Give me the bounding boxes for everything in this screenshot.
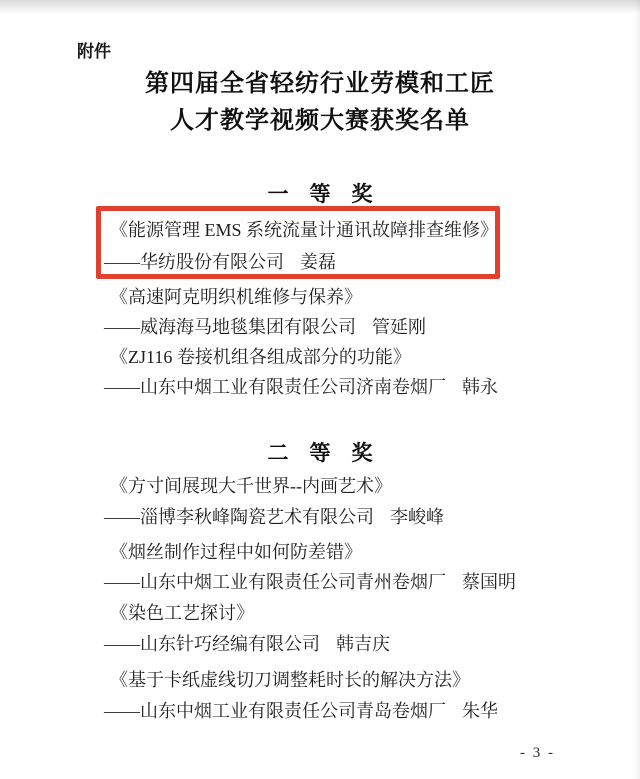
section-heading-second-prize: 二 等 奖 xyxy=(267,442,373,465)
scan-edge-shadow-top xyxy=(0,0,640,14)
entry-awardee: 蔡国明 xyxy=(462,572,516,592)
entry-org: ——山东中烟工业有限责任公司青岛卷烟厂 xyxy=(104,701,446,721)
entry-title: 《方寸间展现大千世界--内画艺术》 xyxy=(110,476,392,496)
entry-org-line xyxy=(104,376,498,398)
document-title-line2: 人才教学视频大赛获奖名单 xyxy=(170,107,470,134)
attachment-label: 附件 xyxy=(77,42,111,61)
entry-title: 《基于卡纸虚线切刀调整耗时长的解决方法》 xyxy=(110,670,470,690)
entry-org-line xyxy=(104,506,444,528)
document-title-line1: 第四届全省轻纺行业劳模和工匠 xyxy=(145,70,495,97)
entry-title: 《能源管理 EMS 系统流量计通讯故障排查维修》 xyxy=(110,220,499,240)
entry-awardee: 管延刚 xyxy=(372,317,426,337)
page-number: - 3 - xyxy=(520,745,555,761)
entry-org-line xyxy=(104,633,390,655)
entry-org: ——威海海马地毯集团有限公司 xyxy=(104,317,356,337)
entry-awardee: 韩吉庆 xyxy=(336,634,390,654)
entry-awardee: 姜磊 xyxy=(300,252,336,272)
entry-title: 《烟丝制作过程中如何防差错》 xyxy=(110,542,362,562)
entry-title: 《高速阿克明织机维修与保养》 xyxy=(110,287,362,307)
entry-awardee: 朱华 xyxy=(462,701,498,721)
entry-awardee: 韩永 xyxy=(462,377,498,397)
entry-org-line xyxy=(104,316,426,338)
entry-org: ——山东中烟工业有限责任公司青州卷烟厂 xyxy=(104,572,446,592)
entry-org: ——华纺股份有限公司 xyxy=(104,252,284,272)
section-heading-first-prize: 一 等 奖 xyxy=(267,183,373,206)
entry-org: ——山东针巧经编有限公司 xyxy=(104,634,320,654)
entry-title: 《染色工艺探讨》 xyxy=(110,603,254,623)
entry-org-line xyxy=(104,251,336,273)
entry-org-line xyxy=(104,700,498,722)
entry-org: ——淄博李秋峰陶瓷艺术有限公司 xyxy=(104,507,374,527)
entry-title: 《ZJ116 卷接机组各组成部分的功能》 xyxy=(110,347,411,367)
entry-org: ——山东中烟工业有限责任公司济南卷烟厂 xyxy=(104,377,446,397)
entry-awardee: 李峻峰 xyxy=(390,507,444,527)
entry-org-line xyxy=(104,571,516,593)
